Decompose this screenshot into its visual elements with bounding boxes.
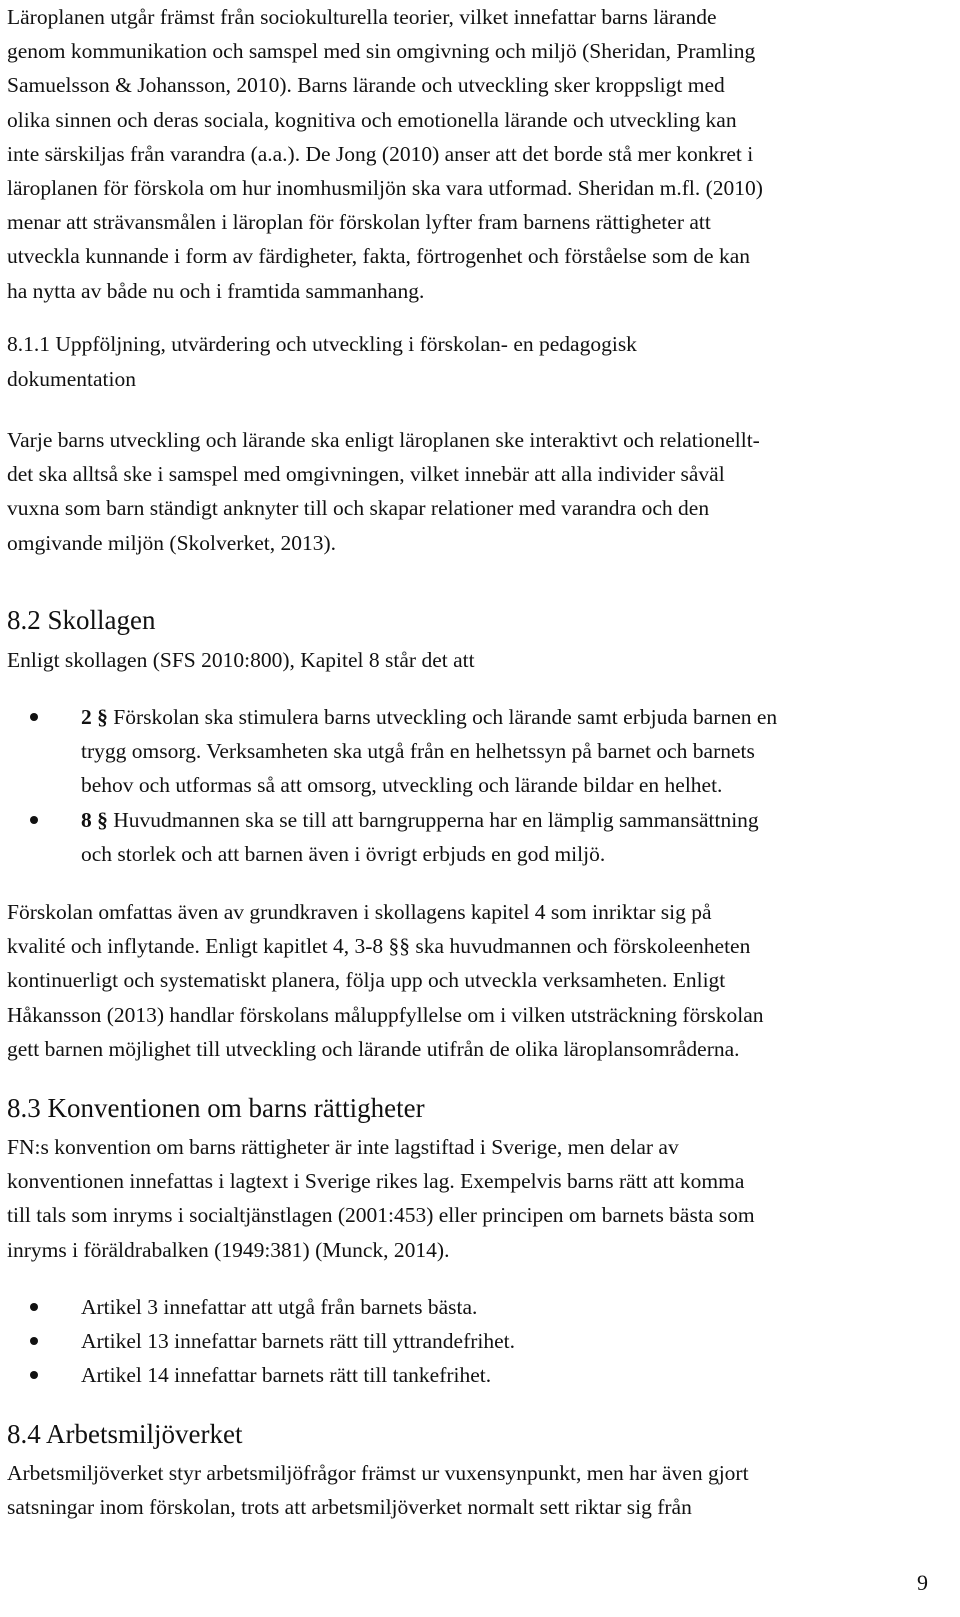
list-item bbox=[0, 1324, 960, 1358]
text-line: Enligt skollagen (SFS 2010:800), Kapitel 8 står det att bbox=[7, 648, 475, 672]
text-line: gett barnen möjlighet till utveckling och lärande utifrån de olika läroplansområderna. bbox=[7, 1036, 740, 1061]
bullet-icon bbox=[30, 816, 38, 824]
text-line: utveckla kunnande i form av färdigheter, fakta, förtrogenhet och förståelse som de kan bbox=[7, 244, 750, 269]
page-number: 9 bbox=[917, 1570, 928, 1595]
text-line: inryms i föräldrabalken (1949:381) (Munck, 2014). bbox=[7, 1237, 450, 1262]
text-line: Förskolan omfattas även av grundkraven i skollagens kapitel 4 som inriktar sig på bbox=[7, 900, 712, 924]
list-item bbox=[0, 700, 960, 803]
text-line: vuxna som barn ständigt anknyter till och skapar relationer med varandra och den bbox=[7, 496, 710, 521]
text-line: läroplanen för förskola om hur inomhusmiljön ska vara utformad. Sheridan m.fl. (2010) bbox=[7, 176, 763, 201]
section-title: Arbetsmiljöverket bbox=[46, 1419, 243, 1449]
bullet-icon bbox=[30, 1303, 38, 1311]
text-line: Håkansson (2013) handlar förskolans måluppfyllelse om i vilken utsträckning förskolan bbox=[7, 1002, 764, 1027]
text-line: konventionen innefattas i lagtext i Sverige rikes lag. Exempelvis barns rätt att komma bbox=[7, 1169, 745, 1194]
intro-paragraph bbox=[7, 0, 952, 308]
section-title: Konventionen om barns rättigheter bbox=[47, 1093, 425, 1123]
skollagen-bullet-list bbox=[0, 700, 960, 871]
heading-line: 8.1.1 Uppföljning, utvärdering och utveckling i förskolan- en pedagogisk bbox=[7, 332, 637, 356]
text-line: Förskolan ska stimulera barns utveckling och lärande samt erbjuda barnen en bbox=[113, 705, 778, 729]
section-811-paragraph bbox=[7, 423, 952, 560]
text-line: kontinuerligt och systematiskt planera, följa upp och utveckla verksamheten. Enligt bbox=[7, 968, 726, 993]
text-line: omgivande miljön (Skolverket, 2013). bbox=[7, 530, 337, 555]
text-line: menar att strävansmålen i läroplan för förskolan lyfter fram barnens rättigheter att bbox=[7, 210, 711, 235]
text-line: det ska alltså ske i samspel med omgivningen, vilket innebär att alla individer såväl bbox=[7, 462, 725, 487]
text-line: Läroplanen utgår främst från sociokulturella teorier, vilket innefattar barns lärande bbox=[7, 5, 717, 29]
section-number: 8.3 bbox=[7, 1093, 41, 1123]
list-item bbox=[0, 803, 960, 871]
section-82-paragraph bbox=[7, 895, 952, 1066]
section-84-heading bbox=[7, 1417, 242, 1451]
text-line: Artikel 14 innefattar barnets rätt till tankefrihet. bbox=[81, 1363, 492, 1388]
text-line: olika sinnen och deras sociala, kognitiva och emotionella lärande och utveckling kan bbox=[7, 107, 737, 132]
text-line: Samuelsson & Johansson, 2010). Barns lärande och utveckling sker kroppsligt med bbox=[7, 73, 725, 98]
heading-line: dokumentation bbox=[7, 367, 136, 391]
bullet-icon bbox=[30, 1337, 38, 1345]
section-title: Skollagen bbox=[47, 605, 156, 635]
text-line: FN:s konvention om barns rättigheter är inte lagstiftad i Sverige, men delar av bbox=[7, 1135, 679, 1159]
paragraph-number: 8 § bbox=[81, 807, 108, 832]
bullet-icon bbox=[30, 1371, 38, 1379]
section-84-paragraph bbox=[7, 1456, 952, 1524]
text-line: Varje barns utveckling och lärande ska enligt läroplanen ske interaktivt och relationellt- bbox=[7, 428, 760, 452]
bullet-icon bbox=[30, 713, 38, 721]
section-811-heading bbox=[7, 327, 637, 397]
section-83-heading bbox=[7, 1091, 425, 1125]
section-number: 8.4 bbox=[7, 1419, 41, 1449]
text-line: Artikel 13 innefattar barnets rätt till yttrandefrihet. bbox=[81, 1329, 516, 1354]
paragraph-number: 2 § bbox=[81, 705, 108, 729]
text-line: Artikel 3 innefattar att utgå från barnets bästa. bbox=[81, 1295, 478, 1319]
list-item bbox=[0, 1290, 960, 1324]
text-line: till tals som inryms i socialtjänstlagen (2001:453) eller principen om barnets bästa som bbox=[7, 1203, 755, 1228]
text-line: genom kommunikation och samspel med sin omgivning och miljö (Sheridan, Pramling bbox=[7, 39, 756, 64]
text-line: ha nytta av både nu och i framtida sammanhang. bbox=[7, 278, 425, 303]
text-line: kvalité och inflytande. Enligt kapitlet 4, 3-8 §§ ska huvudmannen och förskoleenheten bbox=[7, 934, 751, 959]
text-line: och storlek och att barnen även i övrigt erbjuds en god miljö. bbox=[81, 841, 606, 866]
section-82-heading bbox=[7, 603, 156, 637]
text-line: Arbetsmiljöverket styr arbetsmiljöfrågor främst ur vuxensynpunkt, men har även gjort bbox=[7, 1461, 749, 1485]
text-line: satsningar inom förskolan, trots att arbetsmiljöverket normalt sett riktar sig från bbox=[7, 1495, 692, 1520]
text-line: inte särskiljas från varandra (a.a.). De Jong (2010) anser att det borde stå mer konkret i bbox=[7, 141, 754, 166]
text-line: Huvudmannen ska se till att barngrupperna har en lämplig sammansättning bbox=[113, 807, 759, 832]
section-82-intro bbox=[7, 643, 952, 677]
section-number: 8.2 bbox=[7, 605, 41, 635]
articles-bullet-list bbox=[0, 1290, 960, 1393]
text-line: behov och utformas så att omsorg, utveckling och lärande bildar en helhet. bbox=[81, 773, 723, 798]
text-line: trygg omsorg. Verksamheten ska utgå från en helhetssyn på barnet och barnets bbox=[81, 739, 755, 764]
list-item bbox=[0, 1358, 960, 1392]
section-83-paragraph bbox=[7, 1130, 952, 1267]
